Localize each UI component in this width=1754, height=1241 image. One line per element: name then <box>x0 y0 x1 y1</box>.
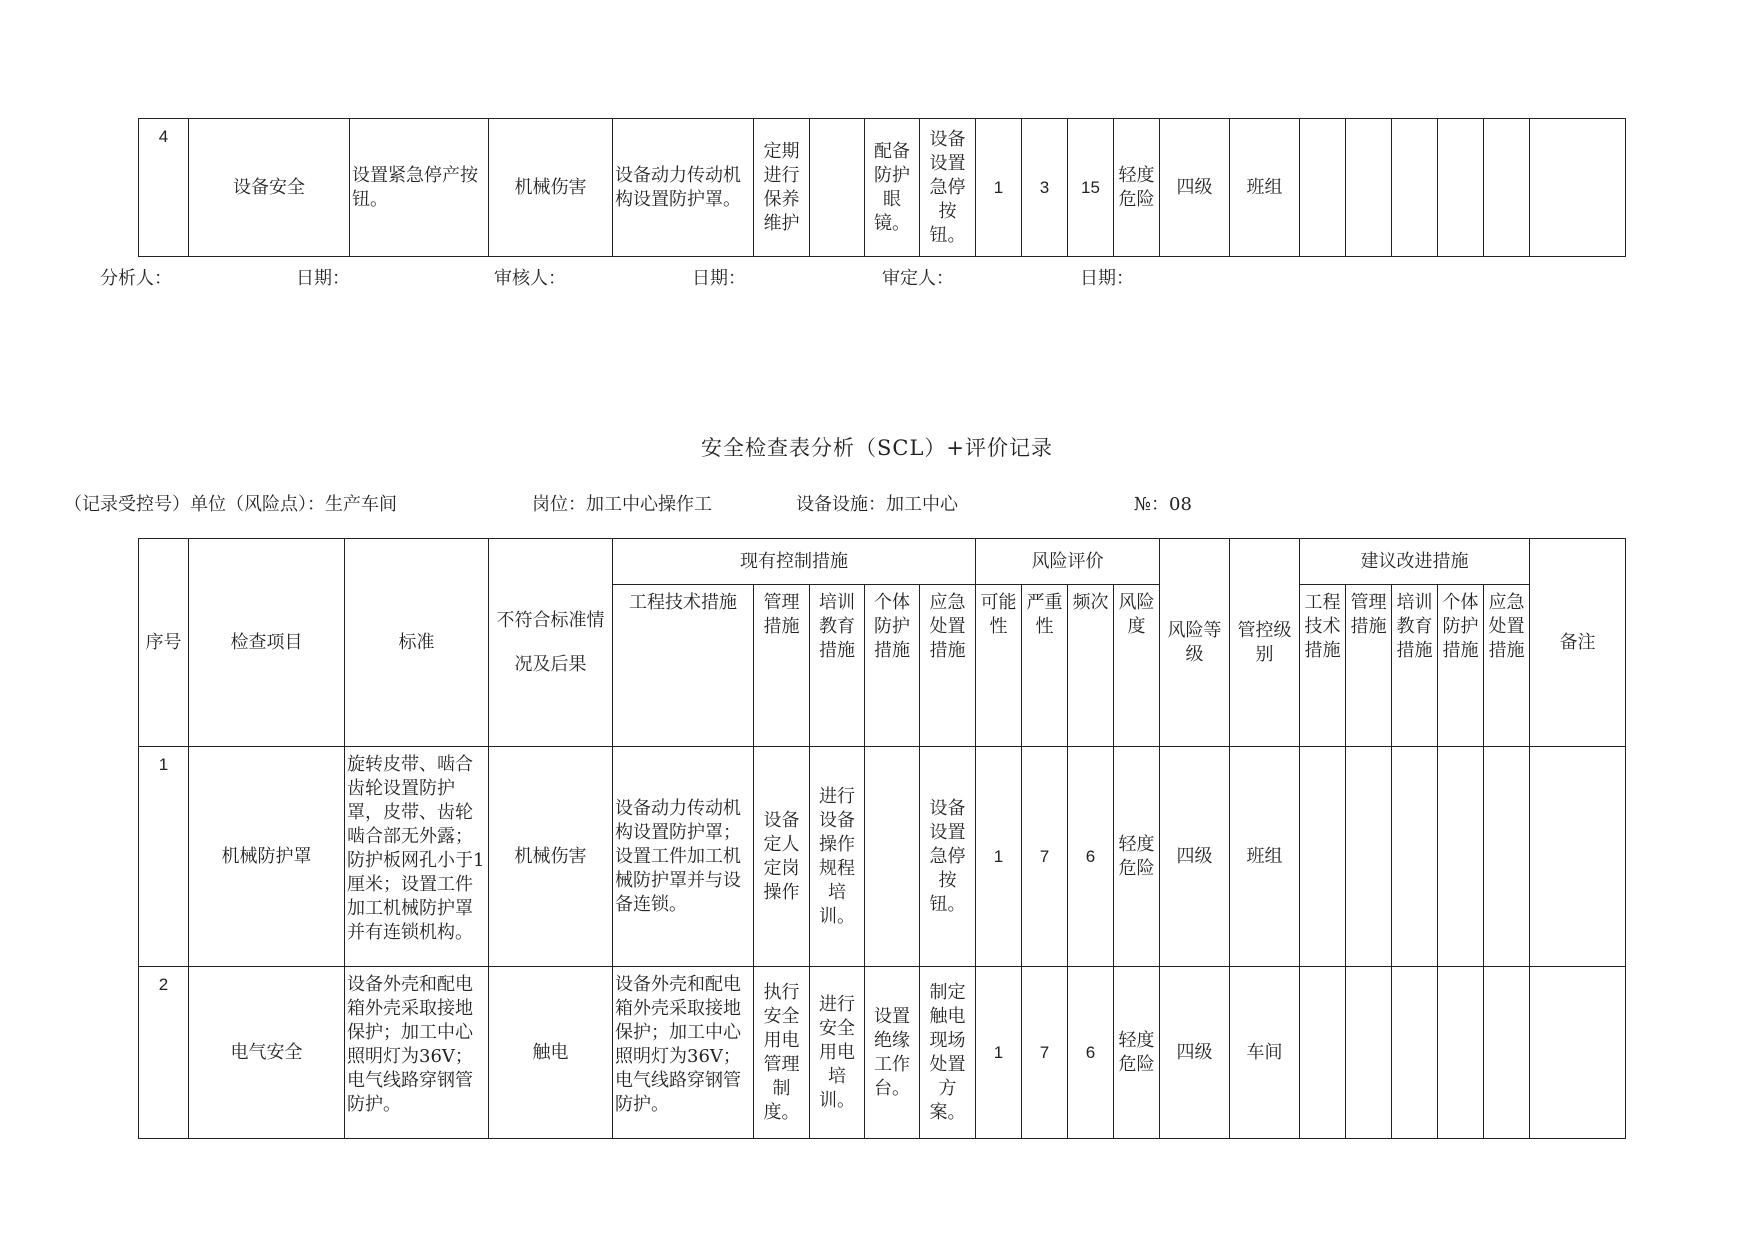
row-mgmt: 定期进行保养维护 <box>754 119 810 257</box>
row-likelihood: 1 <box>976 967 1022 1139</box>
row-eng: 设备动力传动机构设置防护罩；设置工件加工机械防护罩并与设备连锁。 <box>613 747 754 967</box>
header-risk-eval: 风险评价 <box>976 539 1160 585</box>
row-training <box>810 119 865 257</box>
row-eng: 设备动力传动机构设置防护罩。 <box>613 119 754 257</box>
equipment-text: 设备设施：加工中心 <box>796 494 958 515</box>
row-likelihood: 1 <box>976 119 1022 257</box>
row-ppe <box>865 747 920 967</box>
header-suggested: 建议改进措施 <box>1300 539 1530 585</box>
row-remarks <box>1530 119 1626 257</box>
row-frequency: 6 <box>1068 967 1114 1139</box>
row-sug-eng <box>1300 967 1346 1139</box>
row-severity: 7 <box>1022 967 1068 1139</box>
row-mgmt: 执行安全用电管理制度。 <box>754 967 810 1139</box>
row-sug-mgmt <box>1346 967 1392 1139</box>
header-item: 检查项目 <box>189 539 345 747</box>
header-cur-eng: 工程技术措施 <box>613 585 754 747</box>
row-training: 进行安全用电培训。 <box>810 967 865 1139</box>
reviewer-label: 审核人： <box>494 268 566 289</box>
row-item: 设备安全 <box>189 119 350 257</box>
header-risk-degree: 风险度 <box>1114 585 1160 747</box>
date-label-3: 日期： <box>1080 268 1134 289</box>
unit-text: （记录受控号）单位（风险点）：生产车间 <box>64 494 397 515</box>
header-sug-emergency: 应急处置措施 <box>1484 585 1530 747</box>
row-risk-degree: 轻度危险 <box>1114 747 1160 967</box>
table-row <box>139 747 1626 967</box>
row-seq: 4 <box>139 119 189 257</box>
table-row <box>139 119 1626 257</box>
row-mgmt: 设备定人定岗操作 <box>754 747 810 967</box>
header-likelihood: 可能性 <box>976 585 1022 747</box>
header-current-controls: 现有控制措施 <box>613 539 976 585</box>
row-risk-level: 四级 <box>1160 119 1230 257</box>
row-sug-ppe <box>1438 747 1484 967</box>
row-sug-mgmt <box>1346 747 1392 967</box>
row-frequency: 15 <box>1068 119 1114 257</box>
date-label-2: 日期： <box>692 268 746 289</box>
header-sug-eng: 工程技术措施 <box>1300 585 1346 747</box>
main-table <box>138 538 1626 1139</box>
record-number: №：08 <box>1134 494 1192 515</box>
row-risk-degree: 轻度危险 <box>1114 119 1160 257</box>
row-risk-level: 四级 <box>1160 747 1230 967</box>
row-sug-eng <box>1300 119 1346 257</box>
header-severity: 严重性 <box>1022 585 1068 747</box>
row-sug-training <box>1392 747 1438 967</box>
date-label-1: 日期： <box>296 268 350 289</box>
header-frequency: 频次 <box>1068 585 1114 747</box>
table-row <box>139 967 1626 1139</box>
row-standard: 旋转皮带、啮合齿轮设置防护罩，皮带、齿轮啮合部无外露；防护板网孔小于1厘米；设置工件加工机械防护罩并有连锁机构。 <box>345 747 489 967</box>
row-eng: 设备外壳和配电箱外壳采取接地保护；加工中心照明灯为36V；电气线路穿钢管防护。 <box>613 967 754 1139</box>
header-seq: 序号 <box>139 539 189 747</box>
row-consequence: 机械伤害 <box>489 747 613 967</box>
header-risk-level: 风险等级 <box>1160 539 1230 747</box>
row-training: 进行设备操作规程培训。 <box>810 747 865 967</box>
header-cur-training: 培训教育措施 <box>810 585 865 747</box>
row-risk-level: 四级 <box>1160 967 1230 1139</box>
header-consequence: 不符合标准情况及后果 <box>489 539 613 747</box>
row-severity: 7 <box>1022 747 1068 967</box>
header-sug-mgmt: 管理措施 <box>1346 585 1392 747</box>
page-title: 安全检查表分析（SCL）+评价记录 <box>701 436 1053 460</box>
row-likelihood: 1 <box>976 747 1022 967</box>
row-sug-mgmt <box>1346 119 1392 257</box>
top-partial-table <box>138 118 1626 257</box>
row-sug-training <box>1392 119 1438 257</box>
header-standard: 标准 <box>345 539 489 747</box>
header-sug-training: 培训教育措施 <box>1392 585 1438 747</box>
row-frequency: 6 <box>1068 747 1114 967</box>
row-consequence: 触电 <box>489 967 613 1139</box>
row-control-level: 班组 <box>1230 747 1300 967</box>
signature-line <box>0 264 1754 290</box>
row-control-level: 车间 <box>1230 967 1300 1139</box>
row-standard: 设备外壳和配电箱外壳采取接地保护；加工中心照明灯为36V；电气线路穿钢管防护。 <box>345 967 489 1139</box>
row-seq: 1 <box>139 747 189 967</box>
info-line <box>0 490 1754 516</box>
post-text: 岗位：加工中心操作工 <box>532 494 712 515</box>
row-sug-ppe <box>1438 967 1484 1139</box>
header-sug-ppe: 个体防护措施 <box>1438 585 1484 747</box>
row-risk-degree: 轻度危险 <box>1114 967 1160 1139</box>
row-sug-emergency <box>1484 747 1530 967</box>
row-ppe: 配备防护眼镜。 <box>865 119 920 257</box>
row-severity: 3 <box>1022 119 1068 257</box>
row-sug-ppe <box>1438 119 1484 257</box>
row-remarks <box>1530 747 1626 967</box>
approver-label: 审定人： <box>882 268 954 289</box>
header-cur-mgmt: 管理措施 <box>754 585 810 747</box>
row-ppe: 设置绝缘工作台。 <box>865 967 920 1139</box>
row-item: 电气安全 <box>189 967 345 1139</box>
row-sug-emergency <box>1484 119 1530 257</box>
row-sug-eng <box>1300 747 1346 967</box>
header-control-level: 管控级别 <box>1230 539 1300 747</box>
header-remarks: 备注 <box>1530 539 1626 747</box>
row-control-level: 班组 <box>1230 119 1300 257</box>
row-consequence: 机械伤害 <box>489 119 613 257</box>
analyst-label: 分析人： <box>100 268 172 289</box>
row-sug-emergency <box>1484 967 1530 1139</box>
row-emergency: 设备设置急停按钮。 <box>920 747 976 967</box>
row-seq: 2 <box>139 967 189 1139</box>
header-cur-emergency: 应急处置措施 <box>920 585 976 747</box>
row-emergency: 制定触电现场处置方案。 <box>920 967 976 1139</box>
header-row-1 <box>139 539 1626 585</box>
row-sug-training <box>1392 967 1438 1139</box>
header-cur-ppe: 个体防护措施 <box>865 585 920 747</box>
row-item: 机械防护罩 <box>189 747 345 967</box>
row-remarks <box>1530 967 1626 1139</box>
row-standard: 设置紧急停产按钮。 <box>350 119 489 257</box>
row-emergency: 设备设置急停按钮。 <box>920 119 976 257</box>
